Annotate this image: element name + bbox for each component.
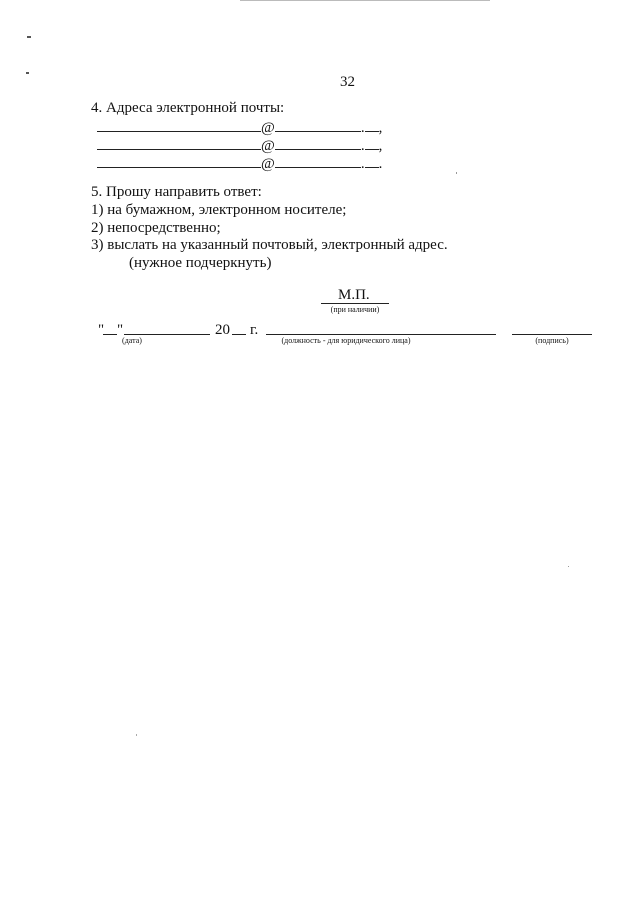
section-5-heading: 5. Прошу направить ответ: <box>91 184 262 200</box>
email-dot: . <box>360 120 365 136</box>
scan-speck <box>27 36 31 38</box>
signature-caption: (подпись) <box>535 336 569 345</box>
stamp-label: М.П. <box>338 287 370 303</box>
email-row-2 <box>97 136 382 156</box>
section-4-heading: 4. Адреса электронной почты: <box>91 100 285 116</box>
email-domain-blank <box>275 118 361 132</box>
email-dot: . <box>360 138 365 154</box>
answer-option-2: 2) непосредственно; <box>91 220 221 236</box>
year-blank <box>232 334 246 335</box>
email-at-sign: @ <box>261 120 275 136</box>
email-tld-blank <box>365 154 379 168</box>
email-row-3 <box>97 154 382 174</box>
date-quote-open: " <box>98 322 105 338</box>
underline-note: (нужное подчеркнуть) <box>129 255 272 271</box>
signature-blank <box>512 334 592 335</box>
position-caption: (должность - для юридического лица) <box>281 336 411 345</box>
scan-speck <box>26 72 29 74</box>
position-blank <box>266 334 496 335</box>
email-at-sign: @ <box>261 138 275 154</box>
month-blank <box>124 334 210 335</box>
date-quote-close: " <box>117 322 124 338</box>
year-prefix: 20 <box>215 322 230 338</box>
email-row-end: . <box>378 156 383 172</box>
year-suffix: г. <box>250 322 259 338</box>
email-tld-blank <box>365 136 379 150</box>
email-row-1 <box>97 118 382 138</box>
email-dot: . <box>360 156 365 172</box>
email-domain-blank <box>275 136 361 150</box>
stamp-underline <box>321 303 389 304</box>
email-tld-blank <box>365 118 379 132</box>
scan-speck <box>136 734 137 736</box>
answer-option-1: 1) на бумажном, электронном носителе; <box>91 202 347 218</box>
scan-edge-line <box>240 0 490 1</box>
day-blank <box>103 334 117 335</box>
page-number: 32 <box>340 74 355 90</box>
scan-speck <box>568 566 569 567</box>
scan-speck <box>456 172 457 174</box>
stamp-caption: (при наличии) <box>330 305 380 314</box>
email-row-end: , <box>378 138 383 154</box>
date-caption: (дата) <box>122 336 142 345</box>
email-domain-blank <box>275 154 361 168</box>
email-local-blank <box>97 154 261 168</box>
email-local-blank <box>97 118 261 132</box>
email-at-sign: @ <box>261 156 275 172</box>
email-local-blank <box>97 136 261 150</box>
email-row-end: , <box>378 120 383 136</box>
answer-option-3: 3) выслать на указанный почтовый, электронный адрес. <box>91 237 448 253</box>
